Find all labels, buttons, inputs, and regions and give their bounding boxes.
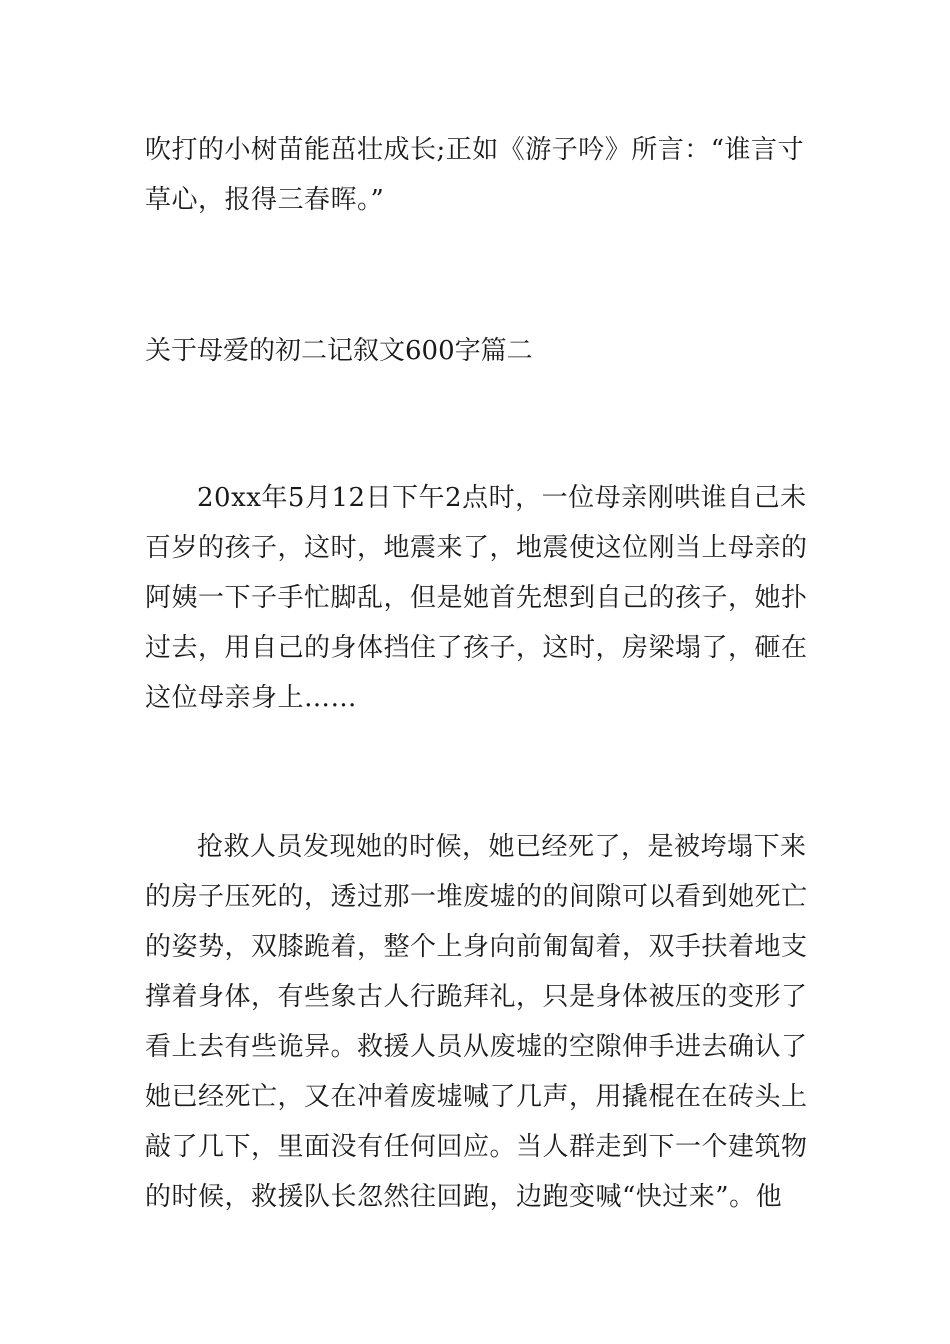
paragraph-2-line-3: 阿姨一下子手忙脚乱，但是她首先想到自己的孩子，她扑 xyxy=(145,583,808,613)
paragraph-3-line-2: 的房子压死的，透过那一堆废墟的的间隙可以看到她死亡 xyxy=(145,882,808,912)
paragraph-2-line-5: 这位母亲身上…… xyxy=(145,683,358,713)
paragraph-3-line-3: 的姿势，双膝跪着，整个上身向前匍匐着，双手扶着地支 xyxy=(145,932,808,962)
paragraph-1-line-2: 草心，报得三春晖。” xyxy=(145,185,385,215)
paragraph-3-line-5: 看上去有些诡异。救援人员从废墟的空隙伸手进去确认了 xyxy=(145,1032,808,1062)
paragraph-3-line-1: 抢救人员发现她的时候，她已经死了，是被垮塌下来 xyxy=(197,832,807,862)
paragraph-2-line-2: 百岁的孩子，这时，地震来了，地震使这位刚当上母亲的 xyxy=(145,533,808,563)
paragraph-1-line-1: 吹打的小树苗能茁壮成长;正如《游子吟》所言：“谁言寸 xyxy=(145,135,805,165)
paragraph-3-line-8: 的时候，救援队长忽然往回跑，边跑变喊“快过来”。他 xyxy=(145,1182,783,1212)
paragraph-2-line-1: 20xx年5月12日下午2点时，一位母亲刚哄谁自己未 xyxy=(197,483,807,513)
paragraph-2-line-4: 过去，用自己的身体挡住了孩子，这时，房梁塌了，砸在 xyxy=(145,633,808,663)
paragraph-3-line-4: 撑着身体，有些象古人行跪拜礼，只是身体被压的变形了 xyxy=(145,982,808,1012)
section-heading: 关于母爱的初二记叙文600字篇二 xyxy=(145,336,533,366)
paragraph-3-line-6: 她已经死亡，又在冲着废墟喊了几声，用撬棍在在砖头上 xyxy=(145,1082,808,1112)
paragraph-3-line-7: 敲了几下，里面没有任何回应。当人群走到下一个建筑物 xyxy=(145,1132,808,1162)
